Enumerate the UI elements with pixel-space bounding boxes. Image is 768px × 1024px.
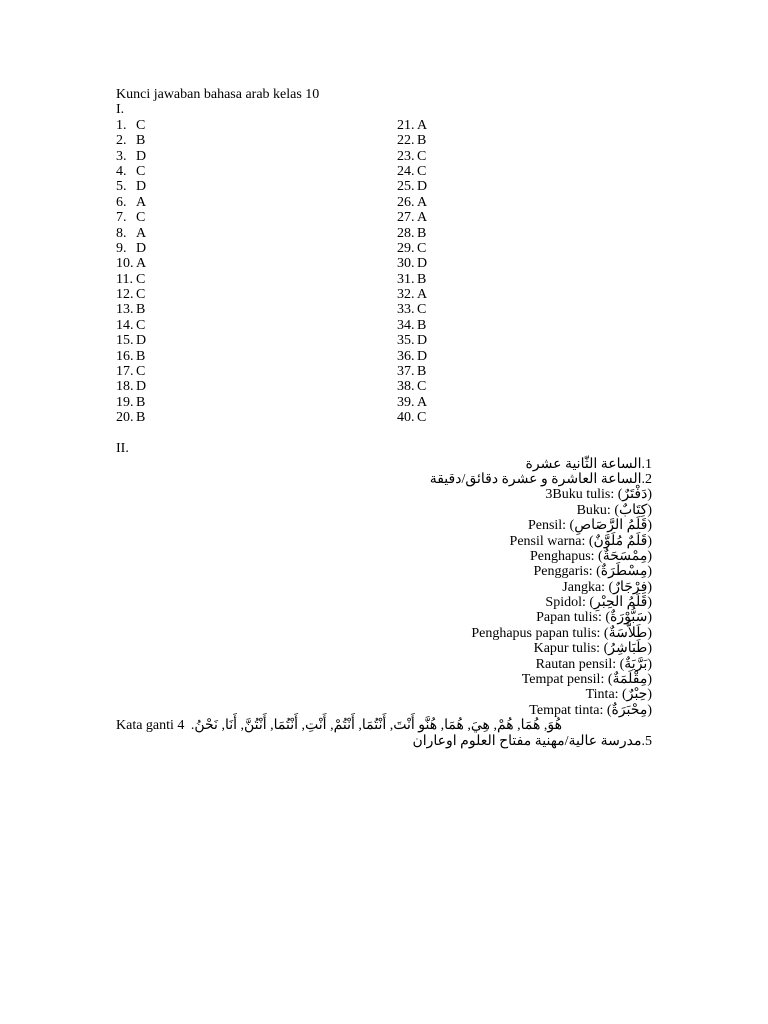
kata-ganti-line (116, 718, 652, 733)
answers-column-left (116, 118, 376, 426)
section-2-line: 1.الساعة الثّانية عشرة (525, 456, 652, 472)
answer-number: 22. (397, 133, 415, 149)
answer-letter: B (136, 133, 146, 149)
section-2-lines (116, 457, 652, 719)
answer-row (397, 164, 597, 179)
section-2-line: Pensil warna: (قَلَمٌ مُلَوَّنٌ) (509, 533, 652, 549)
answer-row (116, 410, 376, 425)
answer-row (397, 349, 597, 364)
answer-row (397, 395, 597, 410)
answer-row (116, 149, 376, 164)
answer-letter: C (136, 271, 146, 287)
answer-row (116, 164, 376, 179)
answer-row (397, 118, 597, 133)
answer-letter: C (417, 163, 427, 179)
answer-letter: C (417, 410, 427, 426)
answer-row (397, 318, 597, 333)
answer-row (116, 241, 376, 256)
answer-number: 35. (397, 333, 415, 349)
answer-number: 18. (116, 379, 134, 395)
answer-letter: C (136, 210, 146, 226)
answer-letter: B (417, 364, 427, 380)
answer-key-document (116, 87, 652, 749)
section-2-line: Pensil: (قَلَمُ الرَّصَاصِ) (527, 518, 652, 534)
answer-row (397, 149, 597, 164)
answer-letter: A (136, 225, 147, 241)
answer-letter: C (417, 302, 427, 318)
answer-number: 39. (397, 394, 415, 410)
document-title: Kunci jawaban bahasa arab kelas 10 (116, 87, 320, 102)
answer-row (397, 241, 597, 256)
answer-row (116, 395, 376, 410)
spacer (116, 426, 652, 441)
answer-number: 14. (116, 317, 134, 333)
section-1-label: I. (116, 102, 125, 118)
answer-letter: C (136, 117, 146, 133)
answer-number: 12. (116, 287, 134, 303)
answer-row (116, 287, 376, 302)
answer-letter: B (136, 410, 146, 426)
answer-row (397, 364, 597, 379)
section-2-line: Rautan pensil: (بَرَّيَةٌ) (535, 656, 652, 672)
item-5-line: 5.مدرسة عالية/مهنية مفتاح العلوم اوعاران (412, 733, 652, 749)
answer-letter: A (417, 394, 428, 410)
answers-grid (116, 118, 652, 426)
answer-row (397, 287, 597, 302)
answer-row (397, 256, 597, 271)
answer-letter: A (417, 287, 428, 303)
answers-column-right (397, 118, 597, 426)
answer-letter: D (417, 256, 428, 272)
answer-number: 7. (116, 210, 127, 226)
answer-row (116, 333, 376, 348)
answer-letter: D (136, 379, 147, 395)
answer-letter: D (417, 333, 428, 349)
answer-row (397, 210, 597, 225)
answer-number: 32. (397, 287, 415, 303)
section-2-line: Buku: (كِتَابٌ) (576, 502, 652, 518)
answer-row (116, 133, 376, 148)
answer-letter: B (417, 271, 427, 287)
answer-letter: D (417, 179, 428, 195)
answer-row (116, 302, 376, 317)
answer-row (116, 210, 376, 225)
answer-number: 30. (397, 256, 415, 272)
answer-number: 27. (397, 210, 415, 226)
answer-number: 5. (116, 179, 127, 195)
kata-ganti-text: هُوَ, هُمَا, هُمْ, هِيَ, هُمَا, هُنَّو أَنْتَ, أَنْتُمَا, أَنْتُمْ, أَنْتِ, أَنْتُمَا, أَنْتُنَّ, أَنَا, نَحْنُ. (190, 718, 562, 734)
answer-letter: C (417, 148, 427, 164)
answer-number: 28. (397, 225, 415, 241)
answer-letter: B (417, 133, 427, 149)
answer-number: 11. (116, 271, 133, 287)
answer-row (397, 272, 597, 287)
section-2-line: Tempat tinta: (مِحْبَرَةٌ) (529, 702, 652, 718)
answer-row (116, 226, 376, 241)
answer-number: 25. (397, 179, 415, 195)
section-2-line: 2.الساعة العاشرة و عشرة دقائق/دقيقة (429, 471, 652, 487)
answer-row (116, 318, 376, 333)
answer-row (397, 410, 597, 425)
section-2-label: II. (116, 441, 129, 457)
answer-letter: A (417, 117, 428, 133)
answer-row (397, 302, 597, 317)
section-2-line: Penggaris: (مِسْطَرَةٌ) (533, 564, 652, 580)
answer-letter: D (136, 240, 147, 256)
answer-row (116, 364, 376, 379)
answer-number: 34. (397, 317, 415, 333)
answer-letter: C (136, 364, 146, 380)
answer-number: 13. (116, 302, 134, 318)
answer-number: 17. (116, 364, 134, 380)
answer-row (116, 256, 376, 271)
section-2-line: Jangka: (فِرْجَارٌ) (562, 579, 652, 595)
answer-letter: B (417, 225, 427, 241)
answer-number: 15. (116, 333, 134, 349)
answer-row (397, 226, 597, 241)
answer-letter: C (136, 317, 146, 333)
answer-number: 40. (397, 410, 415, 426)
section-2-line: Papan tulis: (سَبُّوْرَةٌ) (536, 610, 652, 626)
section-2-line: Tinta: (حِبْرٌ) (585, 687, 652, 703)
answer-row (116, 195, 376, 210)
answer-number: 4. (116, 163, 127, 179)
answer-letter: B (136, 302, 146, 318)
section-2-line: 3Buku tulis: (دَفْتَرٌ) (545, 487, 652, 503)
section-2-line: Spidol: (قَلَمُ الحِبْرِ) (545, 595, 652, 611)
section-2-line: Penghapus: (مِمْسَحَةٌ) (529, 548, 652, 564)
answer-letter: A (136, 256, 147, 272)
section-2-line: Tempat pensil: (مِقْلَمَةٌ) (521, 672, 652, 688)
answer-letter: A (417, 194, 428, 210)
answer-number: 10. (116, 256, 134, 272)
answer-number: 8. (116, 225, 127, 241)
answer-letter: C (417, 240, 427, 256)
answer-letter: D (136, 179, 147, 195)
answer-number: 21. (397, 117, 415, 133)
answer-row (116, 272, 376, 287)
answer-row (116, 349, 376, 364)
answer-number: 33. (397, 302, 415, 318)
answer-number: 24. (397, 163, 415, 179)
section-2-line: Penghapus papan tulis: (طَلاَّسَةٌ) (471, 625, 652, 641)
answer-letter: D (136, 148, 147, 164)
answer-letter: B (136, 394, 146, 410)
answer-number: 37. (397, 364, 415, 380)
answer-letter: A (136, 194, 147, 210)
answer-number: 29. (397, 240, 415, 256)
section-2-line: Kapur tulis: (طَبَاشِرُ) (533, 641, 652, 657)
answer-number: 2. (116, 133, 127, 149)
answer-letter: B (136, 348, 146, 364)
answer-letter: D (136, 333, 147, 349)
answer-number: 31. (397, 271, 415, 287)
answer-letter: B (417, 317, 427, 333)
answer-row (397, 333, 597, 348)
answer-letter: C (136, 163, 146, 179)
answer-number: 9. (116, 240, 127, 256)
answer-number: 16. (116, 348, 134, 364)
answer-number: 36. (397, 348, 415, 364)
answer-number: 26. (397, 194, 415, 210)
kata-ganti-label: Kata ganti 4 (116, 718, 185, 734)
answer-letter: C (136, 287, 146, 303)
answer-row (116, 118, 376, 133)
answer-number: 38. (397, 379, 415, 395)
answer-number: 6. (116, 194, 127, 210)
answer-row (116, 379, 376, 394)
answer-letter: D (417, 348, 428, 364)
answer-row (397, 195, 597, 210)
answer-letter: A (417, 210, 428, 226)
answer-row (397, 379, 597, 394)
answer-number: 19. (116, 394, 134, 410)
answer-row (397, 133, 597, 148)
answer-letter: C (417, 379, 427, 395)
answer-row (397, 179, 597, 194)
answer-row (116, 179, 376, 194)
answer-number: 23. (397, 148, 415, 164)
answer-number: 1. (116, 117, 127, 133)
answer-number: 3. (116, 148, 127, 164)
answer-number: 20. (116, 410, 134, 426)
